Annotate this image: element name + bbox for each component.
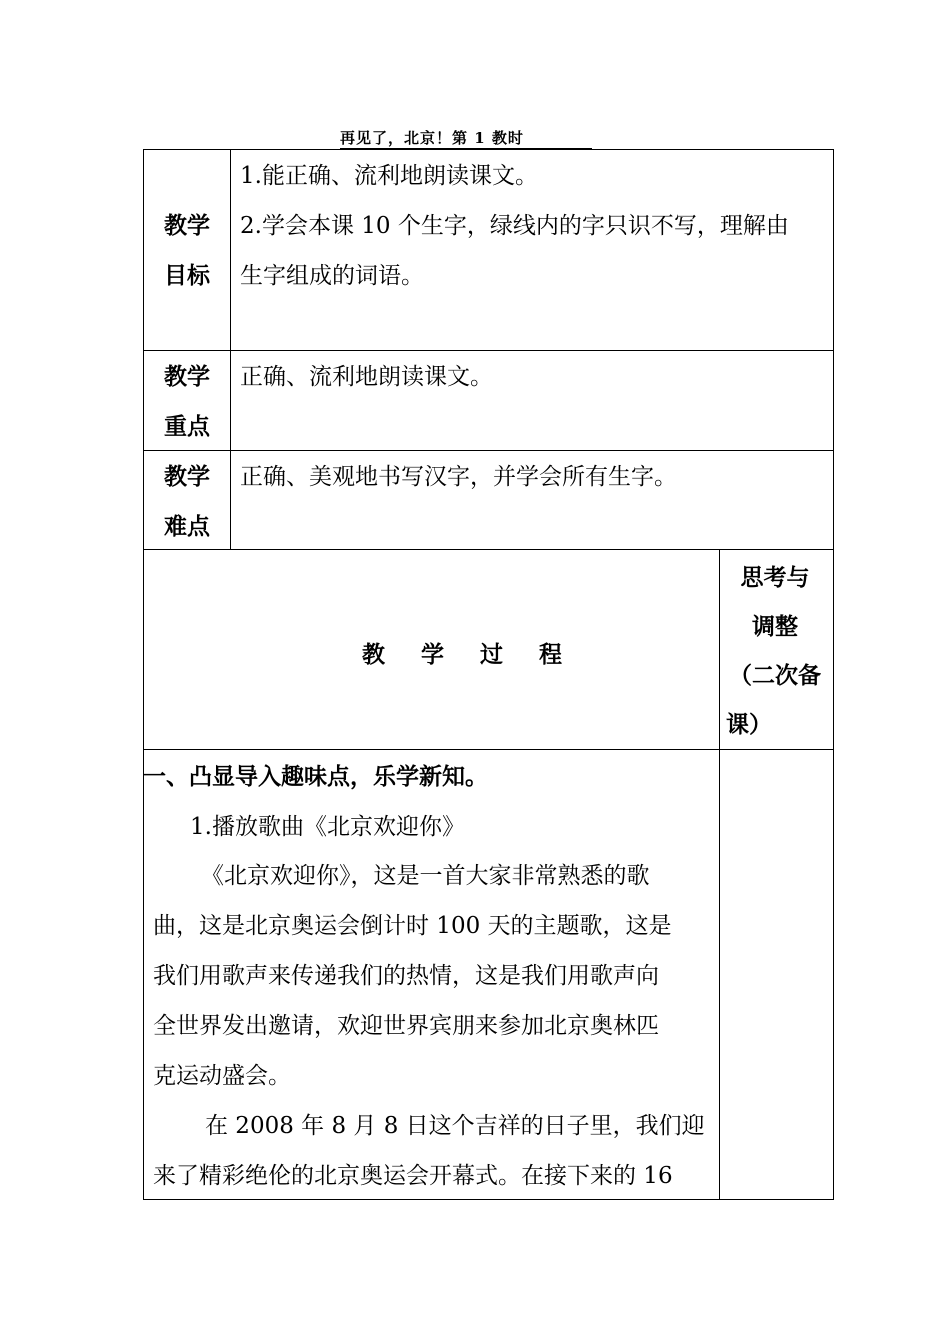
- key-points-label-1: 教学: [164, 363, 210, 390]
- objectives-label-2: 目标: [164, 262, 210, 289]
- reflection-header-line: 调整: [752, 613, 798, 640]
- difficulties-label-1: 教学: [164, 463, 210, 490]
- row-divider: [144, 549, 833, 550]
- paragraph-line: 全世界发出邀请，欢迎世界宾朋来参加北京奥林匹: [153, 1013, 659, 1039]
- paragraph-line: 在 2008 年 8 月 8 日这个吉祥的日子里，我们迎: [205, 1113, 705, 1139]
- reflection-header-line: 思考与: [740, 564, 810, 591]
- paragraph-line: 曲，这是北京奥运会倒计时 100 天的主题歌，这是: [153, 913, 672, 939]
- row-divider: [144, 450, 833, 451]
- section-heading: 一、凸显导入趣味点，乐学新知。: [143, 763, 488, 790]
- document-title: 再见了，北京！第 1 教时: [340, 128, 592, 149]
- objective-line: 1.能正确、流利地朗读课文。: [240, 163, 538, 189]
- process-header: 教 学 过 程: [362, 641, 577, 668]
- objectives-label-1: 教学: [164, 212, 210, 239]
- row-divider: [144, 749, 833, 750]
- reflection-header-line: 课）: [726, 711, 772, 738]
- objective-line: 2.学会本课 10 个生字，绿线内的字只识不写，理解由: [240, 213, 789, 239]
- lesson-plan-table: [143, 149, 834, 1200]
- reflection-column-divider: [719, 549, 720, 1199]
- paragraph-line: 《北京欢迎你》，这是一首大家非常熟悉的歌: [201, 863, 650, 889]
- key-points-text: 正确、流利地朗读课文。: [240, 364, 493, 390]
- process-item: 1.播放歌曲《北京欢迎你》: [190, 814, 465, 840]
- paragraph-line: 来了精彩绝伦的北京奥运会开幕式。在接下来的 16: [153, 1163, 673, 1189]
- paragraph-line: 克运动盛会。: [153, 1063, 291, 1089]
- difficulties-text: 正确、美观地书写汉字，并学会所有生字。: [240, 464, 677, 490]
- label-column-divider: [230, 150, 231, 549]
- key-points-label-2: 重点: [164, 413, 210, 440]
- reflection-header-line: （二次备: [729, 662, 821, 689]
- row-divider: [144, 350, 833, 351]
- difficulties-label-2: 难点: [164, 513, 210, 540]
- paragraph-line: 我们用歌声来传递我们的热情，这是我们用歌声向: [153, 963, 659, 989]
- objective-line: 生字组成的词语。: [240, 263, 424, 289]
